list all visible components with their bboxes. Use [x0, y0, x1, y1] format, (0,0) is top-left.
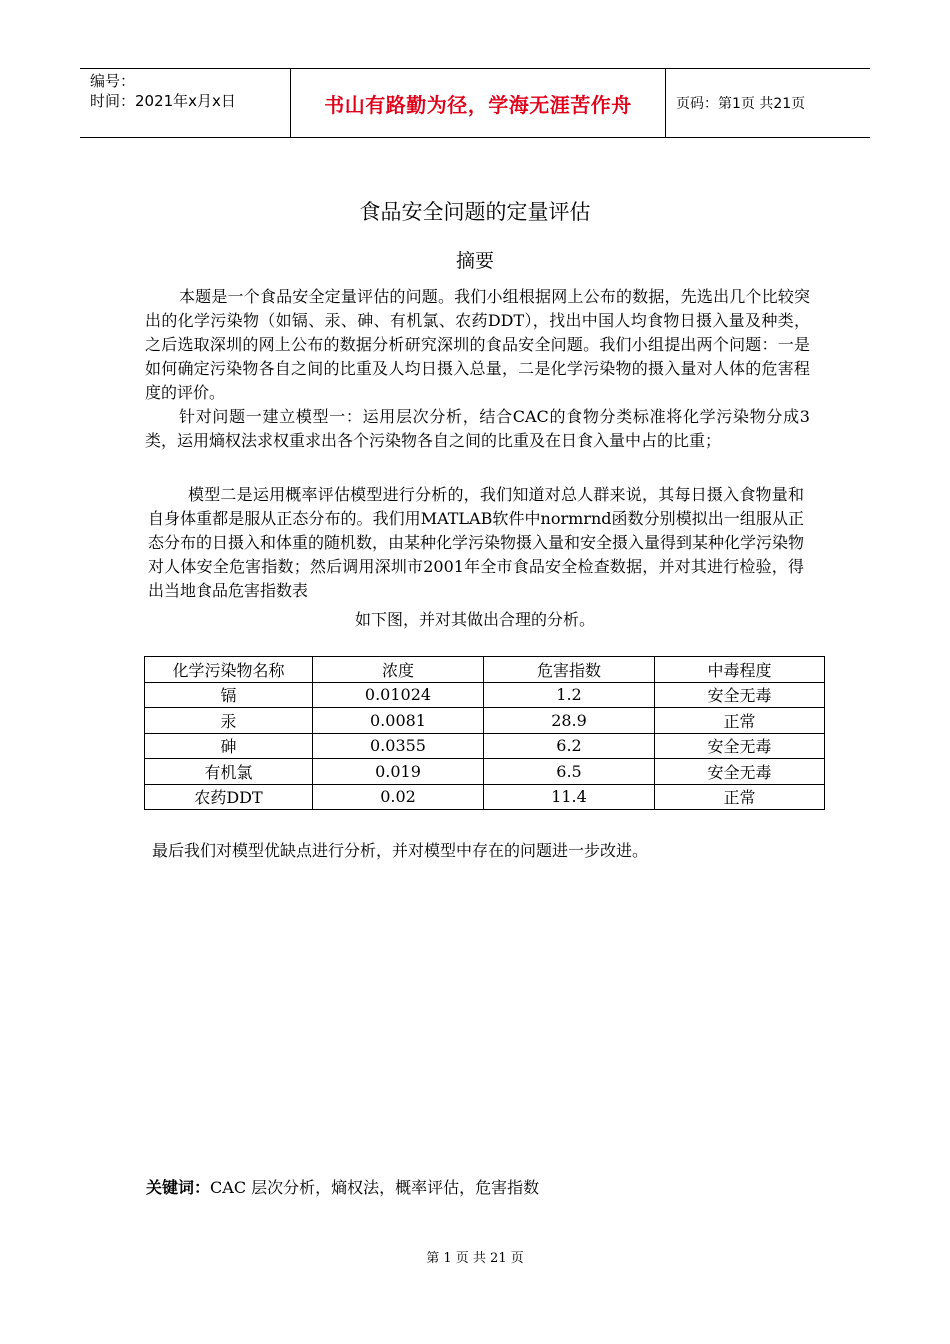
- document-title: 食品安全问题的定量评估: [359, 200, 591, 224]
- time-label: 时间：2021年x月x日: [90, 92, 236, 110]
- table-header-cell: 化学污染物名称: [145, 657, 313, 683]
- table-cell: 6.2: [484, 733, 655, 759]
- header-motto-cell: [291, 69, 666, 137]
- table-row: [145, 682, 825, 708]
- abstract-heading: 摘要: [455, 250, 494, 272]
- table-cell: 6.5: [484, 759, 655, 785]
- header-motto: 书山有路勤为径，学海无涯苦作舟: [324, 92, 632, 117]
- table-cell: 农药DDT: [145, 784, 313, 810]
- document-header: [80, 68, 870, 138]
- page-footer: 第 1 页 共 21 页: [426, 1251, 524, 1266]
- table-cell: 正常: [655, 784, 825, 810]
- table-cell: 0.0081: [313, 708, 484, 734]
- table-header-row: [145, 657, 825, 683]
- table-cell: 镉: [145, 682, 313, 708]
- page-info: 页码：第1页 共21页: [676, 96, 806, 112]
- table-cell: 安全无毒: [655, 682, 825, 708]
- table-header-cell: 危害指数: [484, 657, 655, 683]
- abstract-paragraph-3: 模型二是运用概率评估模型进行分析的，我们知道对总人群来说，其每日摄入食物量和自身体重都是服从正态分布的。我们用MATLAB软件中normrnd函数分别模拟出一组服从正态分布的日摄入和体重的随机数，由某种化学污染物摄入量和安全摄入量得到某种化学污染物对人体安全危害指数；然后调用深圳市2001年全市食品安全检查数据，并对其进行检验，得出当地食品危害指数表: [148, 485, 805, 600]
- table-cell: 有机氯: [145, 759, 313, 785]
- table-header-cell: 中毒程度: [655, 657, 825, 683]
- hazard-index-table: [144, 656, 825, 810]
- header-page-cell: [666, 69, 870, 137]
- table-cell: 11.4: [484, 784, 655, 810]
- conclusion-text: 最后我们对模型优缺点进行分析，并对模型中存在的问题进一步改进。: [152, 841, 649, 860]
- table-row: [145, 759, 825, 785]
- abstract-paragraph-2: 针对问题一建立模型一：运用层次分析，结合CAC的食物分类标准将化学污染物分成3类，运用熵权法求权重求出各个污染物各自之间的比重及在日食入量中占的比重；: [145, 407, 810, 450]
- abstract-paragraph-1: 本题是一个食品安全定量评估的问题。我们小组根据网上公布的数据，先选出几个比较突出的化学污染物（如镉、汞、砷、有机氯、农药DDT），找出中国人均食物日摄入量及种类，之后选取深圳的网上公布的数据分析研究深圳的食品安全问题。我们小组提出两个问题：一是如何确定污染物各自之间的比重及人均日摄入总量，二是化学污染物的摄入量对人体的危害程度的评价。: [145, 287, 810, 402]
- table-header-cell: 浓度: [313, 657, 484, 683]
- table-cell: 正常: [655, 708, 825, 734]
- table-cell: 0.019: [313, 759, 484, 785]
- table-cell: 0.0355: [313, 733, 484, 759]
- table-cell: 安全无毒: [655, 759, 825, 785]
- table-cell: 汞: [145, 708, 313, 734]
- keywords-line: [146, 1175, 539, 1198]
- table-cell: 0.01024: [313, 682, 484, 708]
- table-cell: 28.9: [484, 708, 655, 734]
- table-row: [145, 708, 825, 734]
- keywords-text: CAC 层次分析，熵权法，概率评估，危害指数: [210, 1178, 540, 1197]
- number-label: 编号：: [90, 72, 136, 90]
- table-cell: 0.02: [313, 784, 484, 810]
- table-row: [145, 733, 825, 759]
- table-cell: 1.2: [484, 682, 655, 708]
- table-row: [145, 784, 825, 810]
- header-meta: [80, 69, 291, 137]
- table-cell: 砷: [145, 733, 313, 759]
- keywords-label: 关键词：: [146, 1178, 211, 1197]
- table-cell: 安全无毒: [655, 733, 825, 759]
- abstract-paragraph-3-tail: 如下图，并对其做出合理的分析。: [354, 610, 595, 629]
